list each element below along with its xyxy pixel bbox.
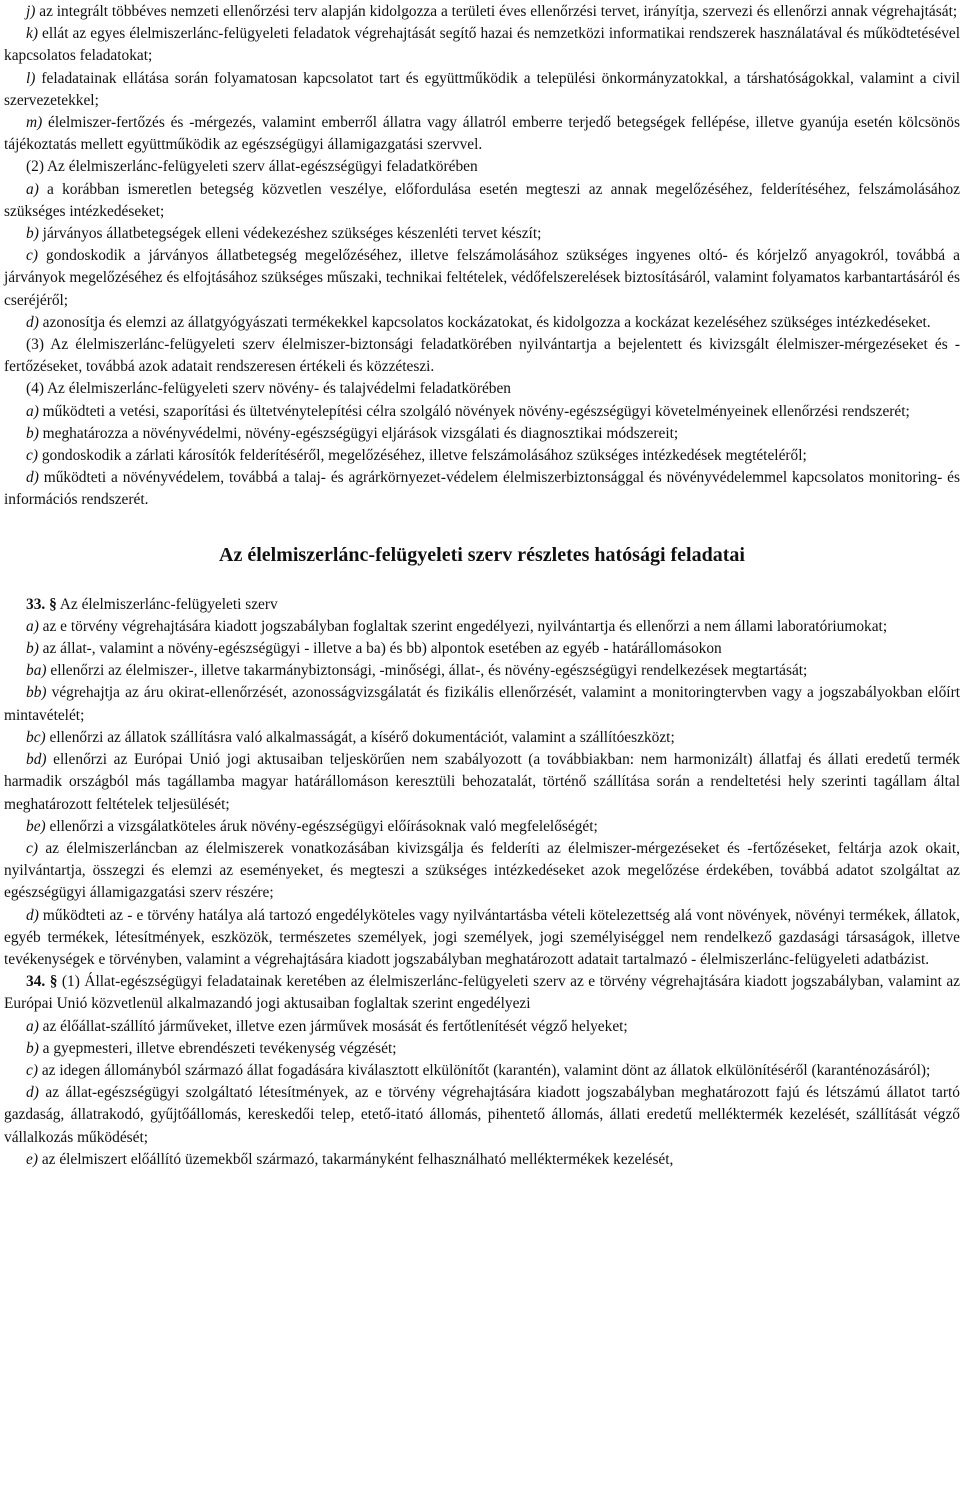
paragraph: [4, 423, 960, 445]
paragraph-text: azonosítja és elemzi az állatgyógyászati termékekkel kapcsolatos kockázatokat, és kidolgozza a kockázat kezeléséhez szükséges intézkedéseket.: [38, 313, 931, 331]
paragraph: [4, 179, 960, 223]
section-33-number: 33. §: [26, 595, 57, 613]
section-33-item-text: ellenőrzi a vizsgálatköteles áruk növény-egészségügyi előírásoknak való megfelelőségét;: [45, 817, 598, 835]
section-34-item: [4, 1038, 960, 1060]
section-34-item-text: az állat-egészségügyi szolgáltató létesítmények, az e törvény végrehajtására kiadott jogszabályban meghatározott fajú és létszámú állatot tartó gazdaság, állatrakodó, gyűjtőállomás, kereskedői telep, etető-itató állomás, pihentető állomás, állati eredetű melléktermék kezelését, szállítását végző vállalkozás működését;: [4, 1084, 960, 1146]
section-34-item-label: c): [26, 1061, 38, 1079]
section-34-item-text: az élelmiszert előállító üzemekből származó, takarmányként felhasználható melléktermékek kezelését,: [37, 1150, 674, 1168]
section-34: [4, 971, 960, 1171]
paragraph-label: a): [26, 402, 39, 420]
paragraph-text: élelmiszer-fertőzés és -mérgezés, valamint emberről állatra vagy állatról emberre terjedő betegségek fellépése, illetve gyanúja esetén kölcsönös tájékoztatás mellett együttműködik az egészségügyi államigazgatási szervvel.: [4, 114, 960, 154]
section-34-item-label: b): [26, 1039, 39, 1057]
paragraph: [4, 312, 960, 334]
paragraph-text: ellát az egyes élelmiszerlánc-felügyeleti feladatok végrehajtását segítő hazai és nemzetközi informatikai rendszerek használatával és működtetésével kapcsolatos feladatokat;: [4, 25, 960, 65]
section-33-item: [4, 638, 960, 660]
paragraph-text: működteti a vetési, szaporítási és ültetvénytelepítési célra szolgáló növények növény-egészségügyi követelményeinek ellenőrzési rendszerét;: [38, 402, 910, 420]
section-33-item-text: ellenőrzi az élelmiszer-, illetve takarmánybiztonsági, -minőségi, állat-, és növény-egészségügyi rendelkezések megtartását;: [46, 662, 808, 680]
paragraph-text: meghatározza a növényvédelmi, növény-egészségügyi eljárások vizsgálati és diagnosztikai módszereit;: [38, 424, 679, 442]
paragraph-text: feladatainak ellátása során folyamatosan kapcsolatot tart és együttműködik a települési önkormányzatokkal, a társhatóságokkal, valamint a civil szervezetekkel;: [4, 69, 960, 109]
section-34-item: [4, 1149, 960, 1171]
section-33-item-label: a): [26, 617, 39, 635]
paragraph-label: k): [26, 25, 38, 43]
paragraph: [4, 112, 960, 156]
section-33-item: [4, 905, 960, 972]
paragraph-label: a): [26, 180, 39, 198]
paragraph-text: gondoskodik a zárlati károsítók felderítéséről, megelőzéséhez, illetve felszámolásához szükséges intézkedések megtételéről;: [37, 447, 807, 465]
paragraph: [4, 156, 960, 178]
section-33-intro-text: Az élelmiszerlánc-felügyeleti szerv: [56, 595, 278, 613]
section-33-item-text: végrehajtja az áru okirat-ellenőrzését, azonosságvizsgálatát és fizikális ellenőrzését, valamint a monitoringtervben vagy a jogszabályokban előírt mintavételét;: [4, 684, 960, 724]
paragraph: [4, 401, 960, 423]
section-33-item: [4, 682, 960, 726]
section-33-item-label: c): [26, 839, 38, 857]
paragraph-label: c): [26, 247, 38, 265]
paragraph: [4, 223, 960, 245]
section-33-item: [4, 816, 960, 838]
section-33-item-text: az élelmiszerláncban az élelmiszerek vonatkozásában kivizsgálja és felderíti az élelmiszer-mérgezéseket és -fertőzéseket, feltárja azok okait, nyilvántartja, összegzi és elemzi az eseményeket, és megteszi a szükséges intézkedéseket azok megelőzése érdekében, továbbá adatot szolgáltat az egészségügyi államigazgatási szerv részére;: [4, 839, 960, 902]
paragraphs-top: [4, 1, 960, 512]
paragraph-text: (4) Az élelmiszerlánc-felügyeleti szerv növény- és talajvédelmi feladatkörében: [26, 380, 512, 398]
section-34-intro-text: (1) Állat-egészségügyi feladatainak keretében az élelmiszerlánc-felügyeleti szerv az e törvény végrehajtására kiadott jogszabályban, valamint az Európai Unió közvetlenül alkalmazandó jogi aktusaiban foglaltak szerint engedélyezi: [4, 973, 960, 1013]
paragraph-text: (3) Az élelmiszerlánc-felügyeleti szerv élelmiszer-biztonsági feladatkörében nyilvántartja a bejelentett és kivizsgált élelmiszer-mérgezéseket és -fertőzéseket, továbbá azok adatait rendszeresen értékeli és közzéteszi.: [4, 336, 960, 376]
paragraph-text: járványos állatbetegségek elleni védekezéshez szükséges készenléti tervet készít;: [38, 225, 542, 243]
section-34-item-text: a gyepmesteri, illetve ebrendészeti tevékenység végzését;: [38, 1039, 397, 1057]
section-heading: Az élelmiszerlánc-felügyeleti szerv részletes hatósági feladatai: [219, 543, 745, 566]
section-33-item-label: ba): [26, 662, 47, 680]
section-33: [4, 594, 960, 971]
paragraph-label: b): [26, 424, 39, 442]
section-34-item-text: az idegen állományból származó állat fogadására kiválasztott elkülönítőt (karantén), valamint dönt az állatok elkülönítéséről (karanténozásáról);: [37, 1061, 931, 1079]
section-34-item: [4, 1082, 960, 1149]
paragraph-text: gondoskodik a járványos állatbetegség megelőzéséhez, illetve felszámolásához szükséges ingyenes oltó- és kórjelző anyagokról, továbbá a járványok megelőzéséhez és elfojtásához szükséges műszaki, technikai feltételek, védőfelszerelések biztosításáról, valamint folyamatos karbantartásáról és cseréjéről;: [4, 247, 960, 309]
section-33-item: [4, 660, 960, 682]
section-34-item-text: az élőállat-szállító járműveket, illetve ezen járművek mosását és fertőtlenítését végző helyeket;: [38, 1017, 628, 1035]
section-34-item: [4, 1016, 960, 1038]
paragraph: [4, 1, 960, 23]
paragraph-label: b): [26, 225, 39, 243]
section-33-item-label: bb): [26, 684, 47, 702]
section-33-item-text: ellenőrzi az állatok szállításra való alkalmasságát, a kísérő dokumentációt, valamint a szállítóeszközt;: [45, 728, 675, 746]
section-33-item-text: az állat-, valamint a növény-egészségügyi - illetve a ba) és bb) alpontok esetében az egyéb - határállomásokon: [38, 640, 722, 658]
paragraph: [4, 467, 960, 511]
section-34-intro: [4, 971, 960, 1015]
section-33-item-label: be): [26, 817, 46, 835]
paragraph: [4, 68, 960, 112]
section-33-item-text: az e törvény végrehajtására kiadott jogszabályban foglaltak szerint engedélyezi, nyilvántartja és ellenőrzi a nem állami laboratóriumokat;: [38, 617, 888, 635]
paragraph-label: l): [26, 69, 36, 87]
section-33-item-text: működteti az - e törvény hatálya alá tartozó engedélyköteles vagy nyilvántartásba vételi kötelezettség alá vont növények, növényi termékek, állatok, egyéb termékek, létesítmények, eszközök, természetes személyek, jogi személyek, jogi személyiséggel nem rendelkező gazdasági társaságok, illetve tevékenységek e törvényben, valamint a végrehajtására kiadott jogszabályban meghatározott adatait tartalmazó - élelmiszerlánc-felügyeleti adatbázist.: [4, 906, 960, 968]
paragraph: [4, 23, 960, 67]
section-33-item-text: ellenőrzi az Európai Unió jogi aktusaiban teljeskörűen nem szabályozott (a továbbiakban: nem harmonizált) állatfaj és állati eredetű termék harmadik országból más tagállamba magyar határállomáson keresztüli behozatalát, történő szállítása során a rendeltetési hely szerinti tagállam által meghatározott feltételek teljesülését;: [4, 751, 960, 813]
paragraph: [4, 378, 960, 400]
section-34-item-label: d): [26, 1084, 39, 1102]
section-33-item: [4, 749, 960, 816]
paragraph-label: d): [26, 313, 39, 331]
section-33-item-label: bd): [26, 751, 47, 769]
paragraph: [4, 445, 960, 467]
paragraph-label: c): [26, 447, 38, 465]
paragraph-text: (2) Az élelmiszerlánc-felügyeleti szerv állat-egészségügyi feladatkörében: [26, 158, 478, 176]
paragraph: [4, 245, 960, 312]
section-34-item: [4, 1060, 960, 1082]
section-33-item-label: d): [26, 906, 39, 924]
paragraph-label: d): [26, 469, 39, 487]
section-33-intro: [4, 594, 960, 616]
section-33-item: [4, 838, 960, 905]
section-33-items: [4, 616, 960, 971]
paragraph-label: j): [26, 3, 36, 20]
section-33-item: [4, 616, 960, 638]
section-34-item-label: e): [26, 1150, 38, 1168]
paragraph-text: az integrált többéves nemzeti ellenőrzési terv alapján kidolgozza a területi éves ellenőrzési tervet, irányítja, szervezi és ellenőrzi annak végrehajtását;: [35, 3, 958, 20]
section-33-item-label: bc): [26, 728, 46, 746]
paragraph: [4, 334, 960, 378]
section-33-item-label: b): [26, 640, 39, 658]
section-33-item: [4, 727, 960, 749]
section-34-items: [4, 1016, 960, 1171]
section-34-number: 34. §: [26, 973, 58, 991]
paragraph-label: m): [26, 114, 43, 132]
paragraph-text: működteti a növényvédelem, továbbá a talaj- és agrárkörnyezet-védelem élelmiszerbiztonsággal és növényvédelemmel kapcsolatos monitoring- és információs rendszerét.: [4, 469, 960, 509]
paragraph-text: a korábban ismeretlen betegség közvetlen veszélye, előfordulása esetén megteszi az annak megelőzéséhez, felderítéséhez, felszámolásához szükséges intézkedéseket;: [4, 180, 960, 220]
section-34-item-label: a): [26, 1017, 39, 1035]
